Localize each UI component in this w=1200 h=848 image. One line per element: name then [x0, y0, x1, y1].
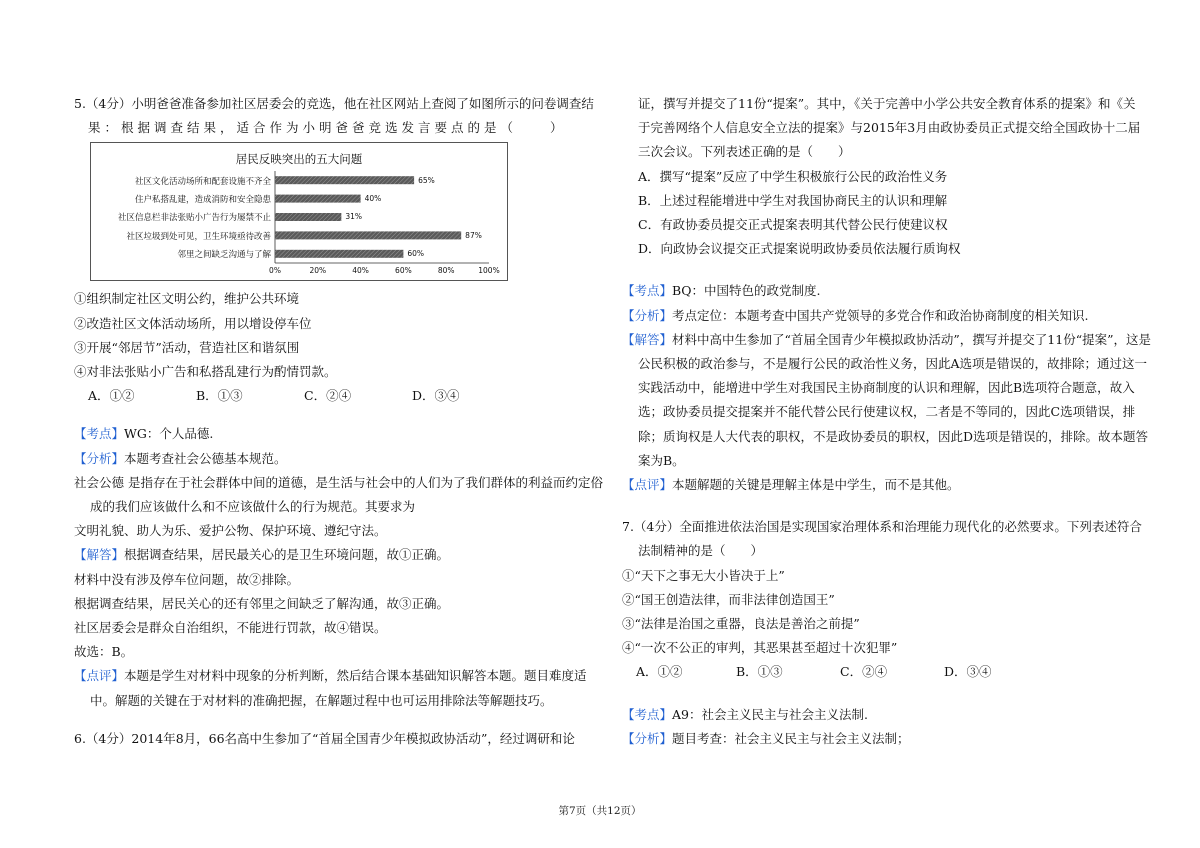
q7-item-4: ④“一次不公正的审判，其恶果甚至超过十次犯罪” [622, 640, 898, 656]
q6-option-d: D．向政协会议提交正式提案说明政协委员依法履行质询权 [638, 241, 961, 257]
q7-option-a: A．①② [636, 664, 683, 680]
chart-bar [275, 195, 361, 203]
q5-dianping: 【点评】本题是学生对材料中现象的分析判断，然后结合课本基础知识解答本题。题目难度适 [74, 668, 587, 684]
q5-kaodian: 【考点】WG：个人品德. [74, 426, 214, 442]
chart-tick-label: 20% [309, 266, 327, 276]
q7-option-d: D．③④ [944, 664, 992, 680]
chart-value-label: 87% [465, 230, 482, 240]
q6-stem-line2: 证，撰写并提交了11份“提案”。其中，《关于完善中小学公共安全教育体系的提案》和《关 [638, 96, 1136, 111]
fenxi-tag: 【分析】 [622, 307, 673, 323]
chart-tick-label: 40% [352, 266, 369, 276]
q6-option-c: C．有政协委员提交正式提案表明其代替公民行使建议权 [638, 217, 948, 233]
chart-tick-label: 0% [269, 266, 281, 276]
q5-fenxi: 【分析】本题考查社会公德基本规范。 [74, 450, 287, 466]
q5-options [74, 384, 596, 408]
fenxi-tag: 【分析】 [74, 450, 125, 466]
chart-bar [275, 213, 341, 221]
kaodian-tag: 【考点】 [622, 283, 673, 299]
q7-kaodian: 【考点】A9：社会主义民主与社会主义法制. [622, 706, 868, 722]
fenxi-tag: 【分析】 [622, 730, 673, 746]
q5-option-d: D．③④ [412, 388, 460, 404]
chart-tick-label: 100% [478, 266, 500, 276]
chart-tick-label: 80% [437, 266, 455, 276]
q6-jieda-2: 公民积极的政治参与，不是履行公民的政治性义务，因此A选项是错误的，故排除；通过这一 [638, 356, 1148, 372]
q5-option-c: C．②④ [304, 388, 352, 404]
q6-jieda-3: 实践活动中，能增进中学生对我国民主协商制度的认识和理解，因此B选项符合题意，故入 [638, 380, 1135, 396]
q5-item-2: ②改造社区文体活动场所，用以增设停车位 [74, 315, 312, 331]
q6-stem-line3: 于完善网络个人信息安全立法的提案》与2015年3月由政协委员正式提交给全国政协十二届 [638, 120, 1141, 136]
q7-item-1: ①“天下之事无大小皆决于上” [622, 567, 785, 583]
q5-item-4: ④对非法张贴小广告和私搭乱建行为酌情罚款。 [74, 364, 337, 380]
chart-title: 居民反映突出的五大问题 [235, 152, 363, 167]
q7-stem-line2: 法制精神的是（ ） [638, 543, 764, 559]
chart-value-label: 31% [345, 212, 362, 222]
q5-jieda-3: 根据调查结果，居民关心的还有邻里之间缺乏了解沟通，故③正确。 [74, 595, 450, 611]
chart-category-label: 社区信息栏非法张贴小广告行为屡禁不止 [117, 213, 271, 224]
q6-option-b: B．上述过程能增进中学生对我国协商民主的认识和理解 [638, 192, 948, 208]
q6-kaodian: 【考点】BQ：中国特色的政党制度. [622, 283, 821, 299]
dianping-tag: 【点评】 [622, 477, 673, 493]
q6-option-a: A．撰写“提案”反应了中学生积极旅行公民的政治性义务 [638, 168, 948, 184]
q7-option-b: B．①③ [736, 664, 783, 680]
chart-bar [275, 250, 403, 258]
chart-value-label: 60% [407, 249, 425, 259]
q6-dianping: 【点评】本题解题的关键是理解主体是中学生，而不是其他。 [622, 477, 960, 493]
q5-text-3: 文明礼貌、助人为乐、爱护公物、保护环境、遵纪守法。 [74, 523, 387, 539]
q5-dianping-2: 中。解题的关键在于对材料的准确把握，在解题过程中也可运用排除法等解题技巧。 [90, 692, 553, 708]
jieda-tag: 【解答】 [74, 547, 125, 563]
q5-option-a: A．①② [88, 388, 135, 404]
q5-jieda-2: 材料中没有涉及停车位问题，故②排除。 [74, 571, 300, 587]
chart-category-label: 社区文化活动场所和配套设施不齐全 [134, 176, 271, 187]
q6-jieda-4: 选；政协委员提交提案并不能代替公民行使建议权，二者是不等同的，因此C选项错误，排 [638, 404, 1136, 420]
left-column [74, 92, 603, 751]
q6-jieda-5: 除；质询权是人大代表的职权，不是政协委员的职权，因此D选项是错误的，排除。故本题答 [638, 428, 1149, 444]
chart-value-label: 40% [364, 194, 382, 203]
dianping-tag: 【点评】 [74, 668, 125, 684]
survey-bar-chart [90, 142, 508, 281]
q5-jieda: 【解答】根据调查结果，居民最关心的是卫生环境问题，故①正确。 [74, 547, 450, 563]
q5-text-2: 成的我们应该做什么和不应该做什么的行为规范。其要求为 [90, 499, 416, 515]
jieda-tag: 【解答】 [622, 331, 673, 347]
q7-option-c: C．②④ [840, 664, 888, 680]
chart-value-label: 65% [418, 175, 435, 185]
kaodian-tag: 【考点】 [74, 426, 125, 442]
q5-item-1: ①组织制定社区文明公约，维护公共环境 [74, 291, 300, 307]
q7-item-2: ②“国王创造法律，而非法律创造国王” [622, 591, 835, 607]
q6-stem-line4: 三次会议。下列表述正确的是（ ） [638, 144, 851, 160]
q7-stem-line1: 7.（4分）全面推进依法治国是实现国家治理体系和治理能力现代化的必然要求。下列表述符合 [622, 519, 1142, 535]
q7-item-3: ③“法律是治国之重器，良法是善治之前提” [622, 616, 860, 632]
q6-fenxi: 【分析】考点定位：本题考查中国共产党领导的多党合作和政治协商制度的相关知识. [622, 307, 1089, 323]
chart-bar [275, 232, 461, 240]
q5-option-b: B．①③ [196, 388, 243, 404]
chart-category-label: 社区垃圾到处可见，卫生环境亟待改善 [126, 231, 271, 242]
q5-stem-line1: 5.（4分）小明爸爸准备参加社区居委会的竞选，他在社区网站上查阅了如图所示的问卷调查结 [74, 96, 594, 111]
q6-stem-line1: 6.（4分）2014年8月，66名高中生参加了“首届全国青少年模拟政协活动”，经过调研和论 [74, 730, 575, 746]
q5-item-3: ③开展“邻居节”活动，营造社区和谐氛围 [74, 339, 300, 355]
q5-text-1: 社会公德 是指存在于社会群体中间的道德，是生活与社会中的人们为了我们群体的利益而约定俗 [74, 474, 603, 490]
kaodian-tag: 【考点】 [622, 706, 673, 722]
chart-category-label: 住户私搭乱建，造成消防和安全隐患 [134, 195, 271, 205]
right-column [622, 92, 1151, 751]
q5-jieda-5: 故选：B。 [74, 644, 134, 660]
chart-category-label: 邻里之间缺乏沟通与了解 [177, 250, 271, 261]
q5-jieda-4: 社区居委会是群众自治组织，不能进行罚款，故④错误。 [74, 620, 387, 636]
chart-tick-label: 60% [395, 266, 412, 276]
q6-jieda: 【解答】材料中高中生参加了“首届全国青少年模拟政协活动”，撰写并提交了11份“提案”，这是 [622, 331, 1151, 347]
q5-stem-line2: 果：根据调查结果，适合作为小明爸爸竞选发言要点的是（ ） [88, 120, 567, 136]
q7-options [622, 660, 1144, 684]
q7-fenxi: 【分析】题目考查：社会主义民主与社会主义法制； [622, 730, 910, 746]
q6-jieda-6: 案为B。 [638, 452, 685, 468]
chart-bar [275, 177, 414, 185]
page-footer: 第7页（共12页） [558, 805, 642, 817]
